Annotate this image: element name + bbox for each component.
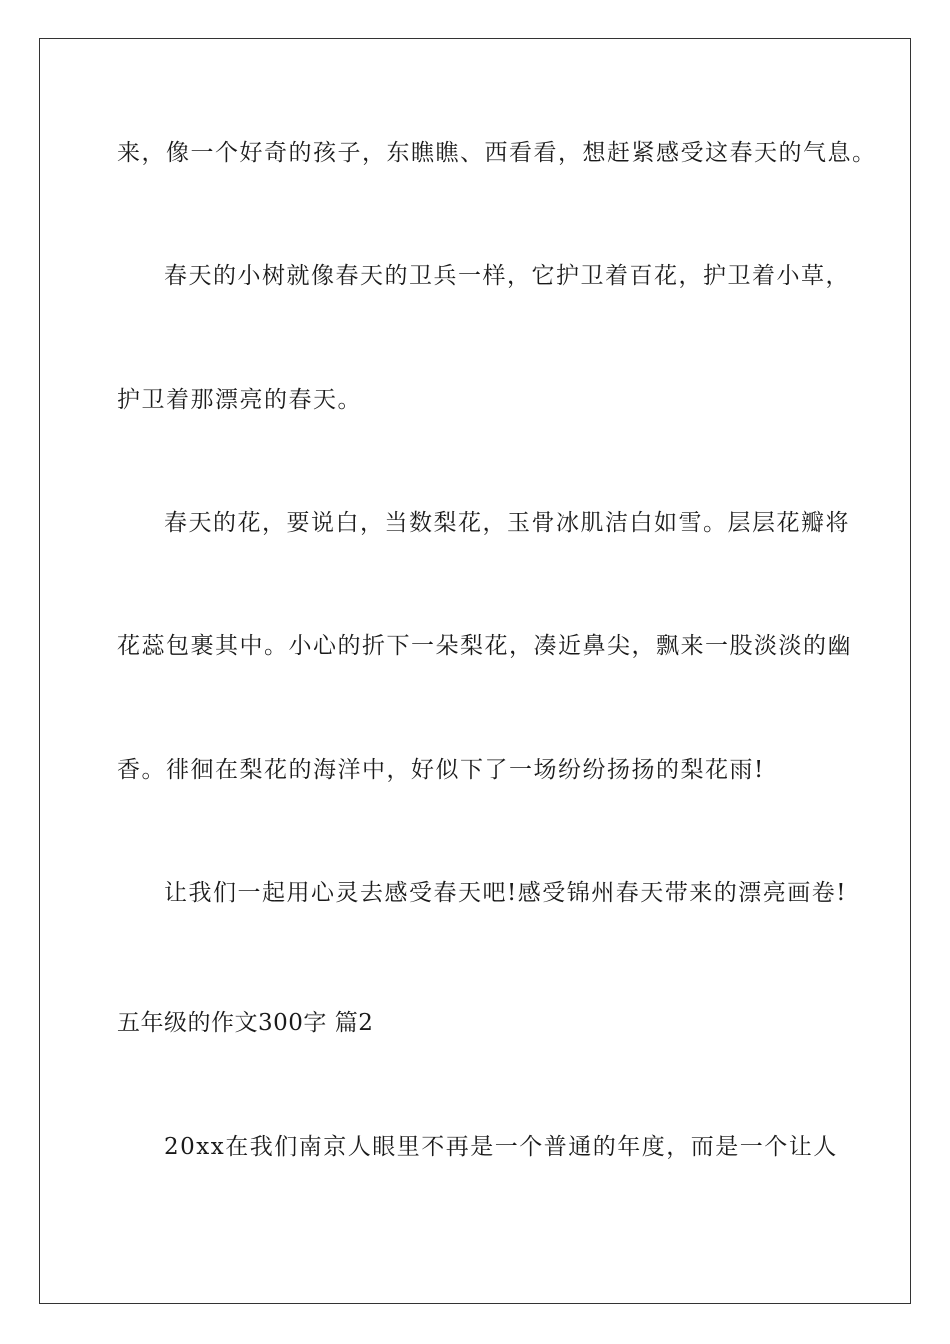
paragraph-line: 来，像一个好奇的孩子，东瞧瞧、西看看，想赶紧感受这春天的气息。: [117, 140, 877, 166]
paragraph-line: 让我们一起用心灵去感受春天吧!感受锦州春天带来的漂亮画卷!: [164, 880, 847, 906]
section-heading: 五年级的作文300字 篇2: [117, 1010, 374, 1036]
paragraph-line: 20xx在我们南京人眼里不再是一个普通的年度，而是一个让人: [164, 1134, 838, 1160]
paragraph-line: 护卫着那漂亮的春天。: [117, 387, 362, 413]
paragraph-line: 春天的花，要说白，当数梨花，玉骨冰肌洁白如雪。层层花瓣将: [164, 510, 850, 536]
paragraph-line: 春天的小树就像春天的卫兵一样，它护卫着百花，护卫着小草，: [164, 263, 850, 289]
paragraph-line: 花蕊包裹其中。小心的折下一朵梨花，凑近鼻尖，飘来一股淡淡的幽: [117, 633, 852, 659]
page-frame: [39, 38, 911, 1304]
paragraph-line: 香。徘徊在梨花的海洋中，好似下了一场纷纷扬扬的梨花雨!: [117, 757, 765, 783]
